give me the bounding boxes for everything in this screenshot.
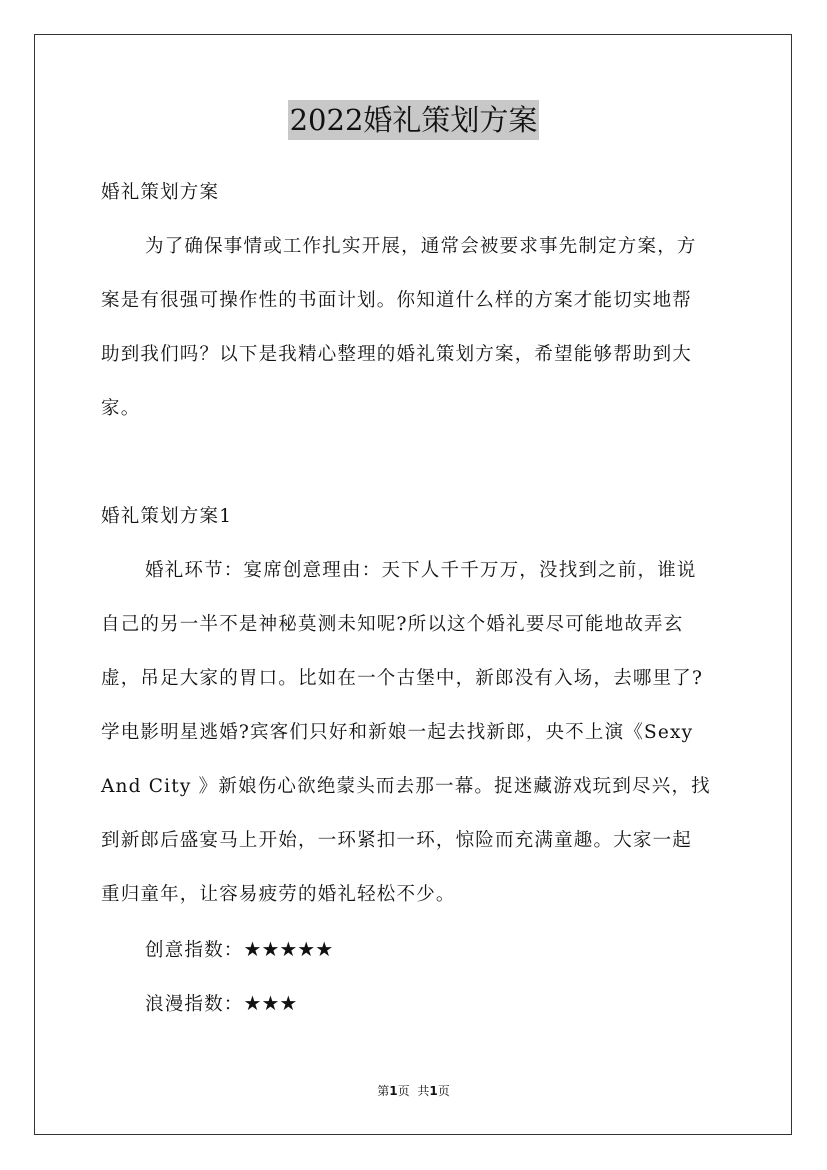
rating-label: 创意指数：	[145, 940, 244, 961]
romance-rating	[101, 976, 729, 1030]
section-paragraph-line: 自己的另一半不是神秘莫测未知呢?所以这个婚礼要尽可能地故弄玄	[101, 614, 684, 635]
intro-heading: 婚礼策划方案	[101, 182, 220, 203]
document-title: 2022婚礼策划方案	[288, 100, 540, 140]
page-number: 1	[389, 1084, 398, 1098]
intro-paragraph-line: 助到我们吗？以下是我精心整理的婚礼策划方案，希望能够帮助到大	[101, 344, 693, 365]
section-paragraph-line: 婚礼环节：宴席创意理由：天下人千千万万，没找到之前，谁说	[145, 560, 697, 581]
blank-line	[101, 436, 729, 490]
total-pages: 1	[429, 1084, 438, 1098]
section-paragraph-line: And City 》新娘伤心欲绝蒙头而去那一幕。捉迷藏游戏玩到尽兴，找	[101, 776, 711, 797]
page-prefix: 第	[377, 1084, 390, 1098]
intro-paragraph-line: 案是有很强可操作性的书面计划。你知道什么样的方案才能切实地帮	[101, 290, 693, 311]
total-prefix: 共	[417, 1084, 430, 1098]
section-heading: 婚礼策划方案1	[101, 506, 233, 527]
page-footer	[0, 1082, 827, 1099]
creativity-rating	[101, 922, 729, 976]
intro-paragraph-line: 为了确保事情或工作扎实开展，通常会被要求事先制定方案，方	[145, 236, 697, 257]
rating-label: 浪漫指数：	[145, 994, 244, 1015]
intro-paragraph-line: 家。	[101, 398, 141, 419]
document-body	[101, 166, 729, 1030]
total-suffix: 页	[437, 1084, 450, 1098]
section-paragraph-line: 学电影明星逃婚?宾客们只好和新娘一起去找新郎，央不上演《Sexy	[101, 722, 694, 743]
section-paragraph-line: 虚，吊足大家的胃口。比如在一个古堡中，新郎没有入场，去哪里了?	[101, 668, 704, 689]
page-suffix: 页	[397, 1084, 410, 1098]
title-container	[0, 100, 827, 140]
star-icon: ★★★★★	[243, 937, 334, 961]
section-paragraph-line: 重归童年，让容易疲劳的婚礼轻松不少。	[101, 884, 456, 905]
star-icon: ★★★	[243, 991, 298, 1015]
section-paragraph-line: 到新郎后盛宴马上开始，一环紧扣一环，惊险而充满童趣。大家一起	[101, 830, 693, 851]
